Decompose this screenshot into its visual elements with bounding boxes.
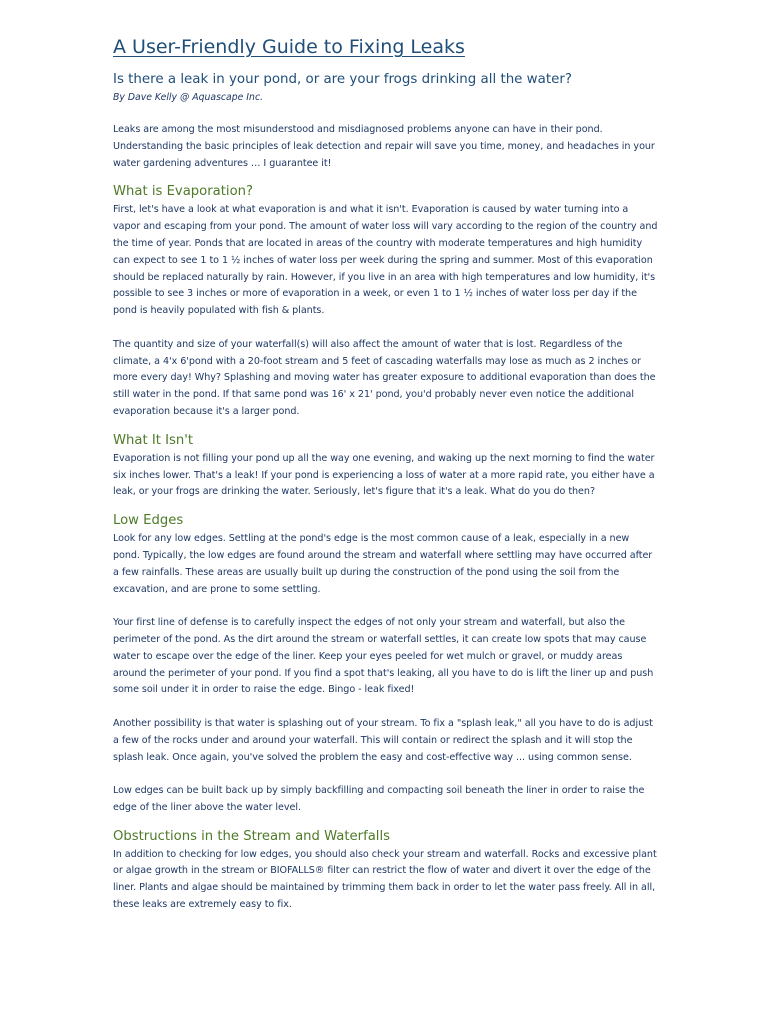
low-edges-paragraph-3: Another possibility is that water is splashing out of your stream. To fix a "splash leak," all you have to do is adjust a few of the rocks under and around your waterfall. This will contain or redirect the splash and it will stop the splash leak. Once again, you've solved the problem the easy and cost-effective way ... using common sense. <box>113 717 653 763</box>
page-title: A User-Friendly Guide to Fixing Leaks <box>113 36 465 58</box>
low-edges-paragraph-1: Look for any low edges. Settling at the pond's edge is the most common cause of a leak, especially in a new pond. Typically, the low edges are found around the stream and waterfall where settling may have occurred after a few rainfalls. These areas are usually built up during the construction of the pond using the soil from the excavation, and are prone to some settling. <box>113 533 653 595</box>
evaporation-paragraph-1: First, let's have a look at what evaporation is and what it isn't. Evaporation is caused by water turning into a vapor and escaping from your pond. The amount of water loss will vary according to the region of the country and the time of year. Ponds that are located in areas of the country with moderate temperatures and high humidity can expect to see 1 to 1 ½ inches of water loss per week during the spring and summer. Most of this evaporation should be replaced naturally by rain. However, if you live in an area with high temperatures and low humidity, it's possible to see 3 inches or more of evaporation in a week, or even 1 to 1 ½ inches of water loss per day if the pond is heavily populated with fish & plants. <box>113 204 658 317</box>
paragraph-spacer <box>113 766 658 783</box>
low-edges-paragraph-4: Low edges can be built back up by simply backfilling and compacting soil beneath the liner in order to raise the edge of the liner above the water level. <box>113 785 645 813</box>
evaporation-paragraph-2: The quantity and size of your waterfall(s) will also affect the amount of water that is lost. Regardless of the climate, a 4'x 6'pond with a 20-foot stream and 5 feet of cascading waterfalls may lose as much as 2 inches or more every day! Why? Splashing and moving water has greater exposure to additional evaporation than does the still water in the pond. If that same pond was 16' x 21' pond, you'd probably never even notice the additional evaporation because it's a larger pond. <box>113 338 656 417</box>
what-it-isnt-paragraph-1: Evaporation is not filling your pond up all the way one evening, and waking up the next morning to find the water six inches lower. That's a leak! If your pond is experiencing a loss of water at a more rapid rate, you either have a leak, or your frogs are drinking the water. Seriously, let's figure that it's a leak. What do you do then? <box>113 452 655 498</box>
page-subtitle: Is there a leak in your pond, or are your frogs drinking all the water? <box>113 72 572 87</box>
document-page <box>113 36 658 914</box>
section-heading-obstructions: Obstructions in the Stream and Waterfalls <box>113 828 391 844</box>
section-heading-low-edges: Low Edges <box>113 513 184 529</box>
section-heading-what-it-isnt: What It Isn't <box>113 432 194 448</box>
paragraph-spacer <box>113 699 658 716</box>
paragraph-spacer <box>113 320 658 337</box>
low-edges-paragraph-2: Your first line of defense is to carefully inspect the edges of not only your stream and waterfall, but also the perimeter of the pond. As the dirt around the stream or waterfall settles, it can create low spots that may cause water to escape over the edge of the liner. Keep your eyes peeled for wet mulch or gravel, or muddy areas around the perimeter of your pond. If you find a spot that's leaking, all you have to do is lift the liner up and push some soil under it in order to raise the edge. Bingo - leak fixed! <box>113 617 654 696</box>
section-heading-evaporation: What is Evaporation? <box>113 184 253 200</box>
obstructions-paragraph-1: In addition to checking for low edges, you should also check your stream and waterfall. Rocks and excessive plant or algae growth in the stream or BIOFALLS® filter can restrict the flow of water and divert it over the edge of the liner. Plants and algae should be maintained by trimming them back in order to let the water pass freely. All in all, these leaks are extremely easy to fix. <box>113 848 657 911</box>
intro-paragraph: Leaks are among the most misunderstood and misdiagnosed problems anyone can have in their pond. Understanding the basic principles of leak detection and repair will save you time, money, and headaches in your water gardening adventures … I guarantee it! <box>113 124 655 169</box>
paragraph-spacer <box>113 598 658 615</box>
author-byline: By Dave Kelly @ Aquascape Inc. <box>113 92 264 103</box>
